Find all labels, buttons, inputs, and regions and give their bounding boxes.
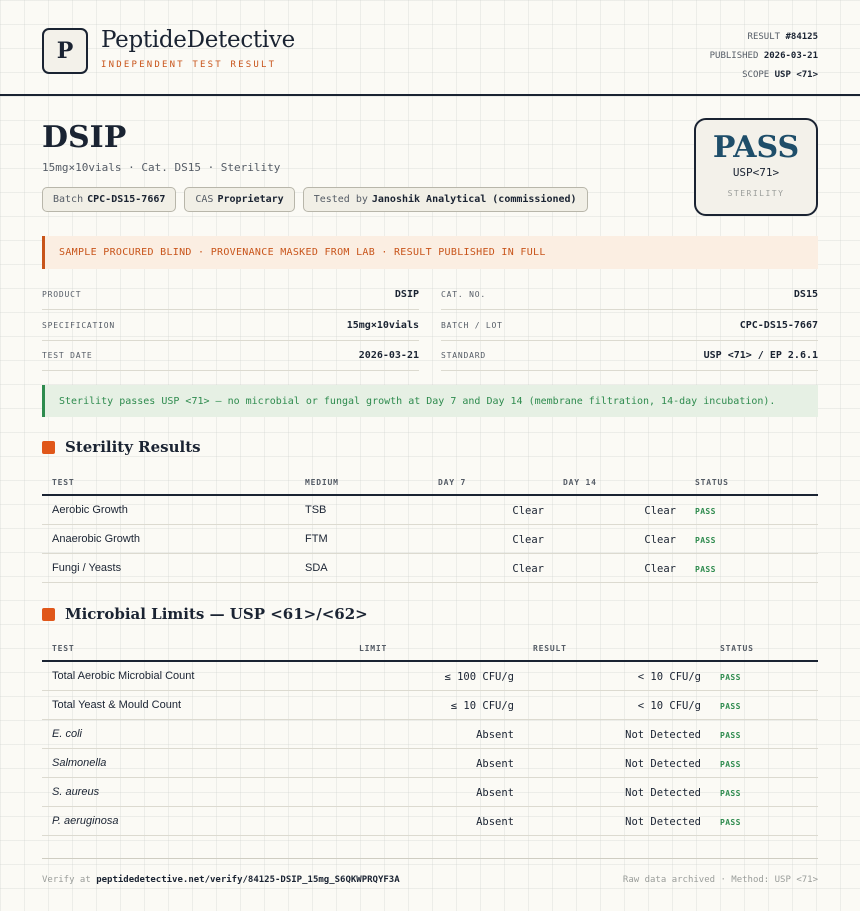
verify-link[interactable]: peptidedetective.net/verify/84125-DSIP_15mg_S6QKWPRQYF3A (96, 875, 400, 885)
microbial-heading: Microbial Limits — USP <61>/<62> (42, 605, 368, 623)
table-row: Salmonella Absent Not Detected PASS (42, 749, 818, 778)
sterility-summary-notice: Sterility passes USP <71> — no microbial or fungal growth at Day 7 and Day 14 (membrane filtration, 14-day incubation). (42, 385, 818, 417)
section-marker-icon (42, 608, 55, 621)
table-row: Total Aerobic Microbial Count ≤ 100 CFU/g < 10 CFU/g PASS (42, 662, 818, 691)
table-row: Total Yeast & Mould Count ≤ 10 CFU/g < 10 CFU/g PASS (42, 691, 818, 720)
microbial-table (42, 632, 818, 836)
brand-name: PeptideDetective (101, 27, 295, 53)
verdict-scope: STERILITY (727, 189, 785, 198)
logo-icon: P (42, 28, 88, 74)
result-number: RESULT #84125 (747, 32, 818, 42)
status-badge: PASS (695, 536, 716, 545)
table-row: Fungi / Yeasts SDA Clear Clear PASS (42, 554, 818, 583)
table-row: Anaerobic Growth FTM Clear Clear PASS (42, 525, 818, 554)
sterility-heading: Sterility Results (42, 438, 201, 456)
verify-line: Verify at peptidedetective.net/verify/84125-DSIP_15mg_S6QKWPRQYF3A (42, 875, 400, 885)
report-header (0, 0, 860, 96)
sterility-table-header: TEST MEDIUM DAY 7 DAY 14 STATUS (42, 466, 818, 496)
status-badge: PASS (720, 731, 741, 740)
verdict-badge (694, 118, 818, 216)
status-badge: PASS (720, 702, 741, 711)
batch-chip: Batch CPC-DS15-7667 (42, 187, 176, 212)
status-badge: PASS (695, 507, 716, 516)
published-date: PUBLISHED 2026-03-21 (709, 51, 818, 61)
info-standard: STANDARD USP <71> / EP 2.6.1 (441, 341, 818, 371)
report-footer (42, 858, 818, 898)
cas-chip: CAS Proprietary (184, 187, 294, 212)
microbial-table-header: TEST LIMIT RESULT STATUS (42, 632, 818, 662)
scope: SCOPE USP <71> (742, 70, 818, 80)
section-marker-icon (42, 441, 55, 454)
table-row: S. aureus Absent Not Detected PASS (42, 778, 818, 807)
status-badge: PASS (695, 565, 716, 574)
verdict-word: PASS (712, 130, 800, 165)
info-batch-lot: BATCH / LOT CPC-DS15-7667 (441, 311, 818, 341)
status-badge: PASS (720, 673, 741, 682)
product-title: DSIP (42, 120, 127, 155)
status-badge: PASS (720, 818, 741, 827)
archive-note: Raw data archived · Method: USP <71> (622, 875, 818, 885)
brand-tagline: INDEPENDENT TEST RESULT (101, 60, 277, 70)
verdict-standard: USP<71> (732, 166, 780, 179)
info-test-date: TEST DATE 2026-03-21 (42, 341, 419, 371)
table-row: E. coli Absent Not Detected PASS (42, 720, 818, 749)
info-product: PRODUCT DSIP (42, 280, 419, 310)
product-subtitle: 15mg×10vials · Cat. DS15 · Sterility (42, 161, 281, 174)
status-badge: PASS (720, 789, 741, 798)
table-row: P. aeruginosa Absent Not Detected PASS (42, 807, 818, 836)
provenance-notice: SAMPLE PROCURED BLIND · PROVENANCE MASKED FROM LAB · RESULT PUBLISHED IN FULL (42, 236, 818, 269)
tested-by-chip: Tested by Janoshik Analytical (commissioned) (303, 187, 588, 212)
sterility-table (42, 466, 818, 583)
product-chips (42, 187, 588, 212)
info-specification: SPECIFICATION 15mg×10vials (42, 311, 419, 341)
table-row: Aerobic Growth TSB Clear Clear PASS (42, 496, 818, 525)
report-meta (710, 28, 818, 85)
status-badge: PASS (720, 760, 741, 769)
info-cat-no: CAT. NO. DS15 (441, 280, 818, 310)
